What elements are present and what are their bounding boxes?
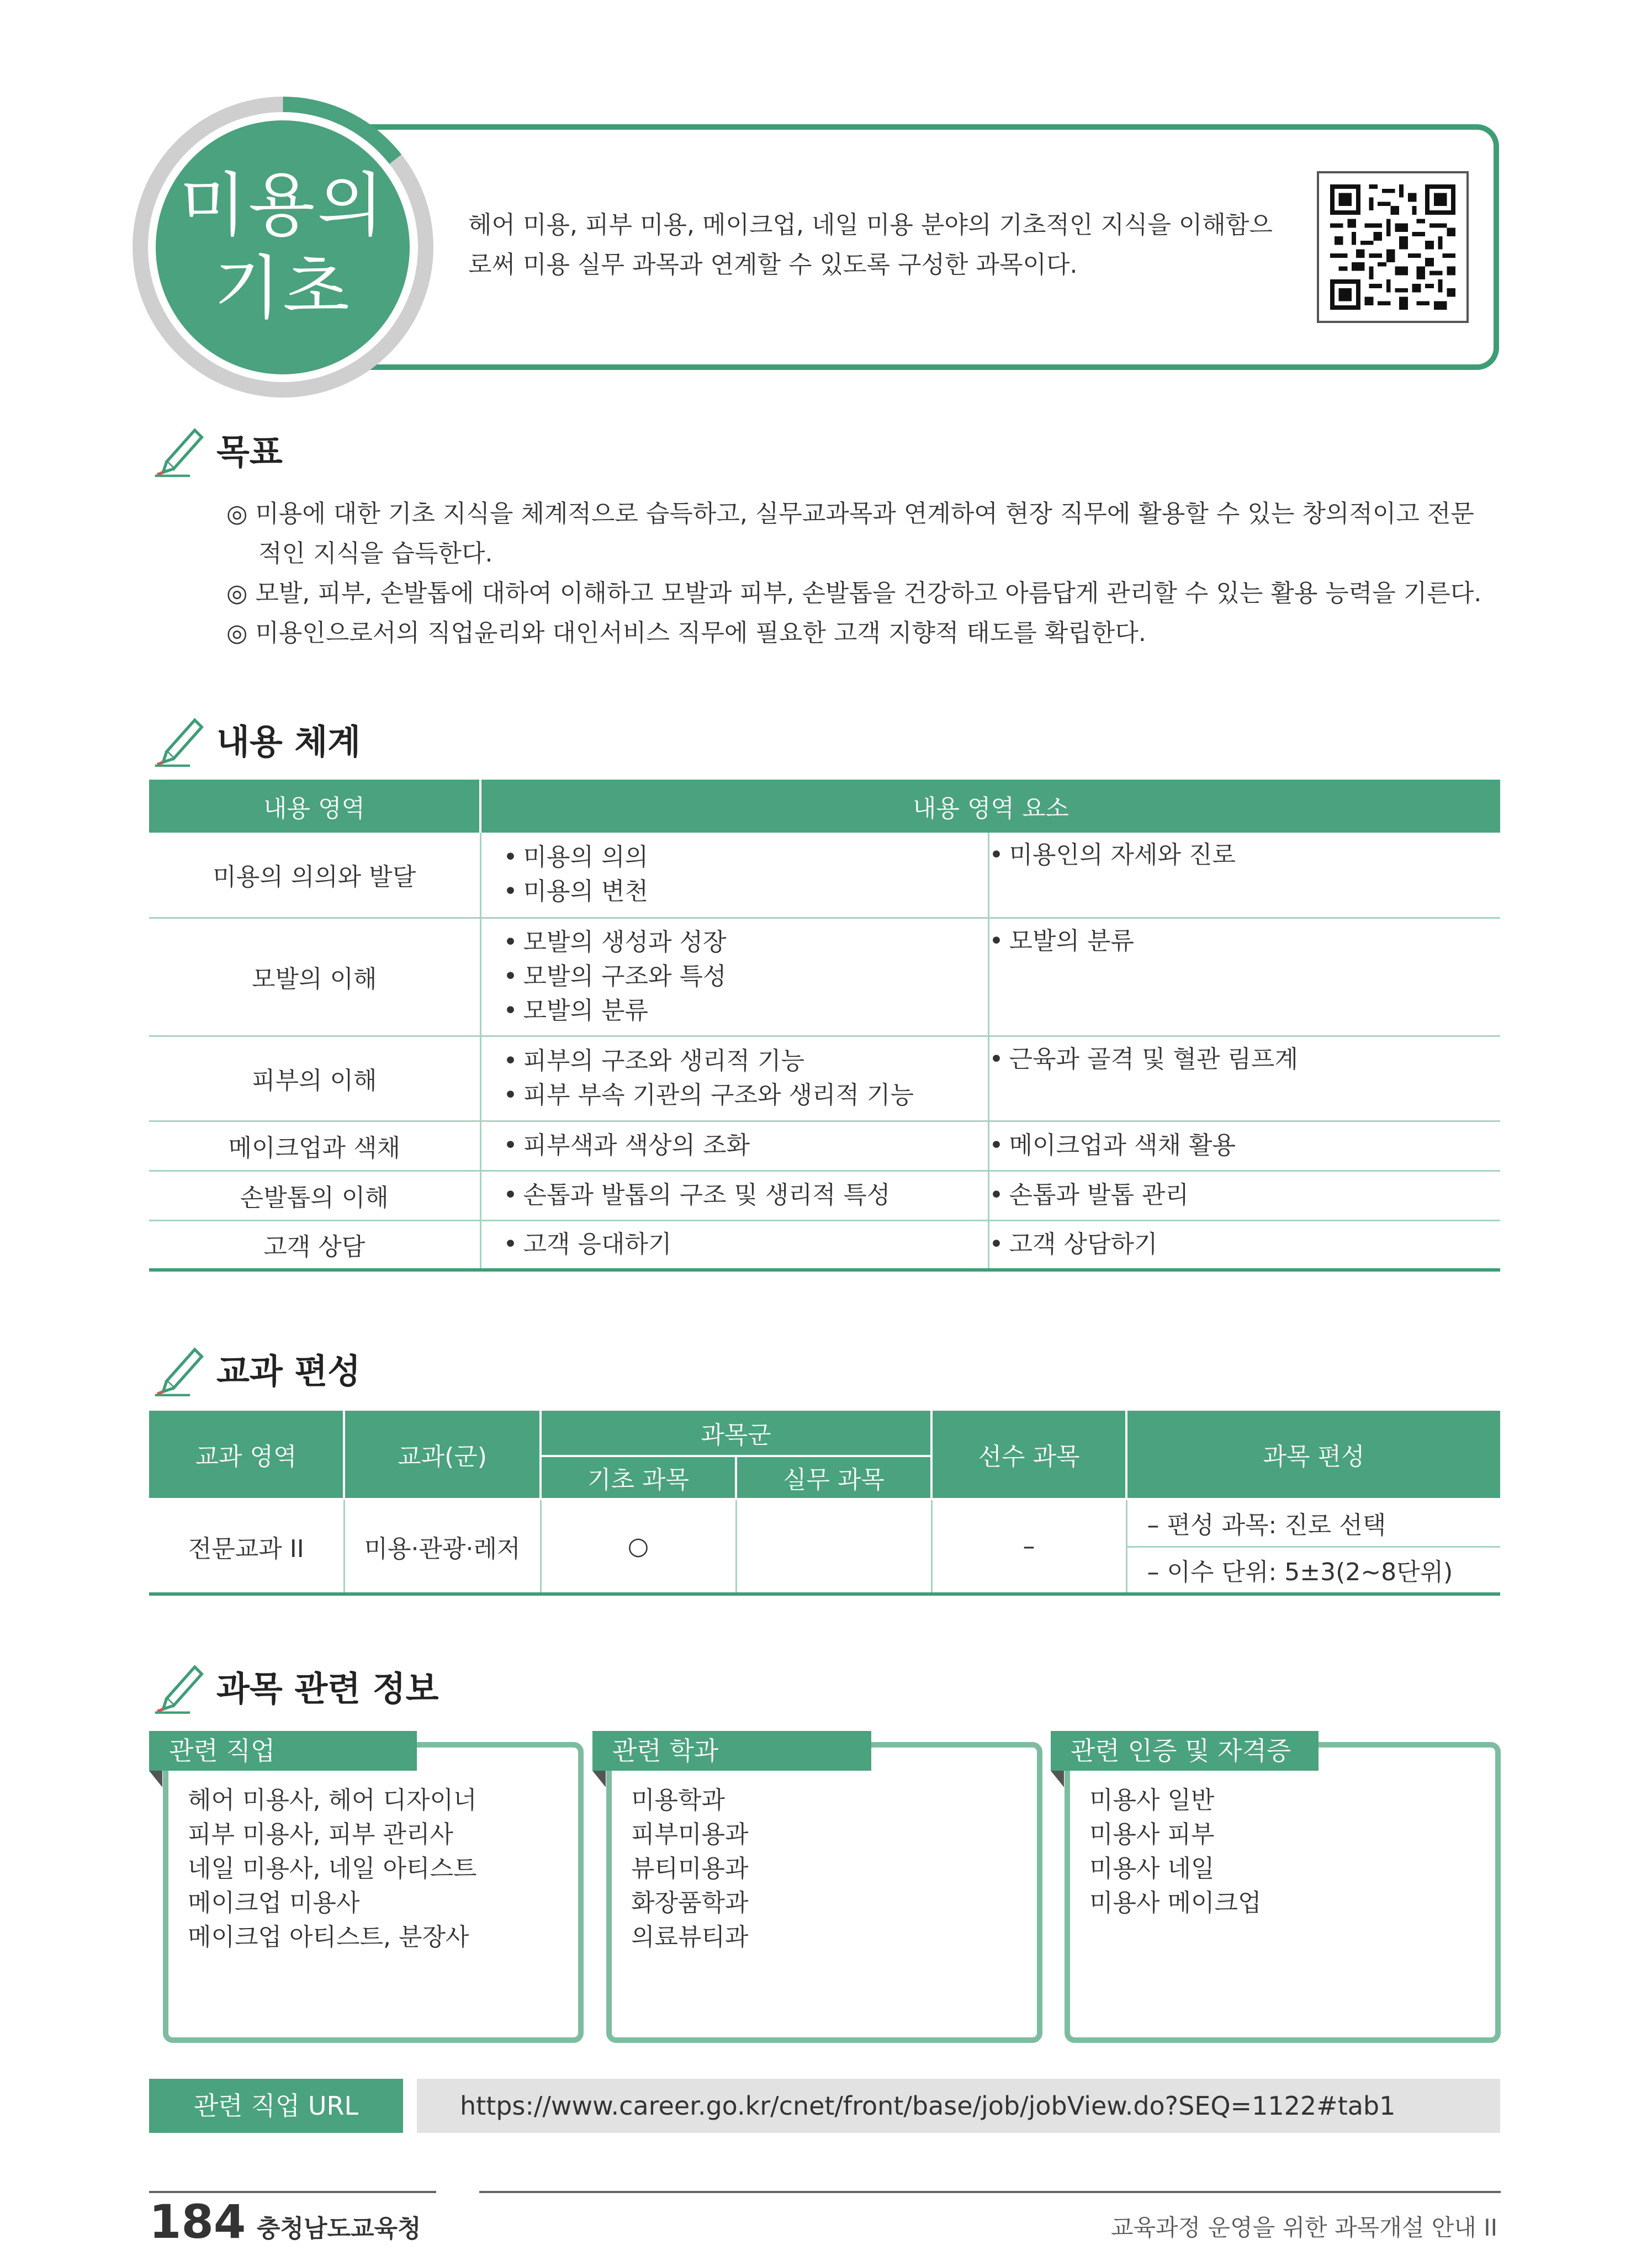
- table-row: 고객 상담 • 고객 응대하기 • 고객 상담하기: [149, 1220, 1500, 1270]
- table-row: 모발의 이해 • 모발의 생성과 성장 • 모발의 구조와 특성 • 모발의 분류 • 모발의 분류: [149, 918, 1500, 1036]
- list-item: 메이크업 아티스트, 분장사: [188, 1923, 469, 1951]
- related-url-link[interactable]: https://www.career.go.kr/cnet/front/base/job/jobView.do?SEQ=1122#tab1: [417, 2079, 1500, 2133]
- footer-guide-title: 교육과정 운영을 위한 과목개설 안내 II: [1110, 2214, 1497, 2241]
- subject-title-line1: 미용의: [179, 166, 386, 246]
- related-certs-label: 관련 인증 및 자격증: [1051, 1731, 1319, 1771]
- curriculum-table: 교과 영역 교과(군) 과목군 선수 과목 과목 편성 기초 과목 실무 과목 전문교과 II 미용·관광·레저 ○ – – 편성 과목: 진로 선택 – 이수 단위: 5±3(2~8단위): [149, 1411, 1500, 1596]
- qr-code-icon[interactable]: [1317, 171, 1469, 323]
- related-certs-list: [1089, 1783, 1262, 1920]
- related-departments-list: [631, 1783, 749, 1955]
- goals-list: [226, 494, 1496, 653]
- header-content-elements: 내용 영역 요소: [480, 780, 1500, 833]
- curriculum-section-title: [149, 1339, 361, 1397]
- table-row: 메이크업과 색채 • 피부색과 색상의 조화 • 메이크업과 색채 활용: [149, 1121, 1500, 1171]
- goal-item: ◎ 미용에 대한 기초 지식을 체계적으로 습득하고, 실무교과목과 연계하여 현장 직무에 활용할 수 있는 창의적이고 전문적인 지식을 습득한다.: [226, 500, 1474, 568]
- list-item: 미용사 메이크업: [1089, 1889, 1262, 1917]
- goals-section-title: [149, 420, 283, 478]
- subject-title-badge: [156, 120, 410, 374]
- pencil-icon: [149, 1656, 208, 1715]
- curriculum-basic: ○: [541, 1499, 736, 1594]
- list-item: 미용사 피부: [1089, 1820, 1215, 1849]
- curriculum-composition: – 편성 과목: 진로 선택: [1126, 1499, 1500, 1547]
- pencil-icon: [149, 709, 208, 768]
- curriculum-prereq: –: [931, 1499, 1126, 1594]
- table-row: 손발톱의 이해 • 손톱과 발톱의 구조 및 생리적 특성 • 손톱과 발톱 관리: [149, 1171, 1500, 1220]
- list-item: 헤어 미용사, 헤어 디자이너: [188, 1786, 477, 1814]
- related-departments-label: 관련 학과: [592, 1731, 871, 1771]
- related-jobs-list: [188, 1783, 477, 1955]
- curriculum-title: 교과 편성: [216, 1351, 361, 1391]
- list-item: 뷰티미용과: [631, 1855, 749, 1883]
- goal-item: ◎ 모발, 피부, 손발톱에 대하여 이해하고 모발과 피부, 손발톱을 건강하고 아름답게 관리할 수 있는 활용 능력을 기른다.: [226, 579, 1482, 607]
- list-item: 네일 미용사, 네일 아티스트: [188, 1855, 477, 1883]
- list-item: 피부미용과: [631, 1820, 749, 1849]
- related-jobs-label: 관련 직업: [149, 1731, 417, 1771]
- list-item: 미용사 네일: [1089, 1855, 1215, 1883]
- content-system-table: [149, 780, 1500, 1272]
- subject-title-line2: 기초: [214, 248, 352, 329]
- subject-description: 헤어 미용, 피부 미용, 메이크업, 네일 미용 분야의 기초적인 지식을 이해함으로써 미용 실무 과목과 연계할 수 있도록 구성한 과목이다.: [468, 211, 1273, 279]
- pencil-icon: [149, 1339, 208, 1397]
- list-item: 의료뷰티과: [631, 1923, 749, 1951]
- related-section-title: [149, 1656, 439, 1715]
- goal-item: ◎ 미용인으로서의 직업윤리와 대인서비스 직무에 필요한 고객 지향적 태도를 확립한다.: [226, 619, 1146, 647]
- curriculum-practical: [736, 1499, 931, 1594]
- list-item: 화장품학과: [631, 1889, 749, 1917]
- list-item: 미용사 일반: [1089, 1786, 1215, 1814]
- footer-divider: [149, 2191, 436, 2193]
- footer-divider: [479, 2191, 1501, 2193]
- header-content-area: 내용 영역: [149, 780, 480, 833]
- goals-title: 목표: [216, 431, 283, 472]
- curriculum-subject: 미용·관광·레저: [344, 1499, 541, 1594]
- list-item: 메이크업 미용사: [188, 1889, 360, 1917]
- footer-organization: 충청남도교육청: [257, 2215, 421, 2243]
- content-system-section-title: [149, 709, 361, 768]
- related-title: 과목 관련 정보: [216, 1668, 439, 1709]
- table-row: 미용의 의의와 발달 • 미용의 의의 • 미용의 변천 • 미용인의 자세와 진로: [149, 833, 1500, 918]
- content-system-title: 내용 체계: [216, 721, 361, 762]
- table-row: 피부의 이해 • 피부의 구조와 생리적 기능 • 피부 부속 기관의 구조와 생리적 기능 • 근육과 골격 및 혈관 림프계: [149, 1036, 1500, 1121]
- page-number: 184: [149, 2195, 246, 2249]
- list-item: 피부 미용사, 피부 관리사: [188, 1820, 453, 1849]
- related-url-label: 관련 직업 URL: [149, 2079, 403, 2133]
- curriculum-area: 전문교과 II: [149, 1499, 344, 1594]
- curriculum-composition: – 이수 단위: 5±3(2~8단위): [1126, 1547, 1500, 1594]
- list-item: 미용학과: [631, 1786, 726, 1814]
- pencil-icon: [149, 420, 208, 478]
